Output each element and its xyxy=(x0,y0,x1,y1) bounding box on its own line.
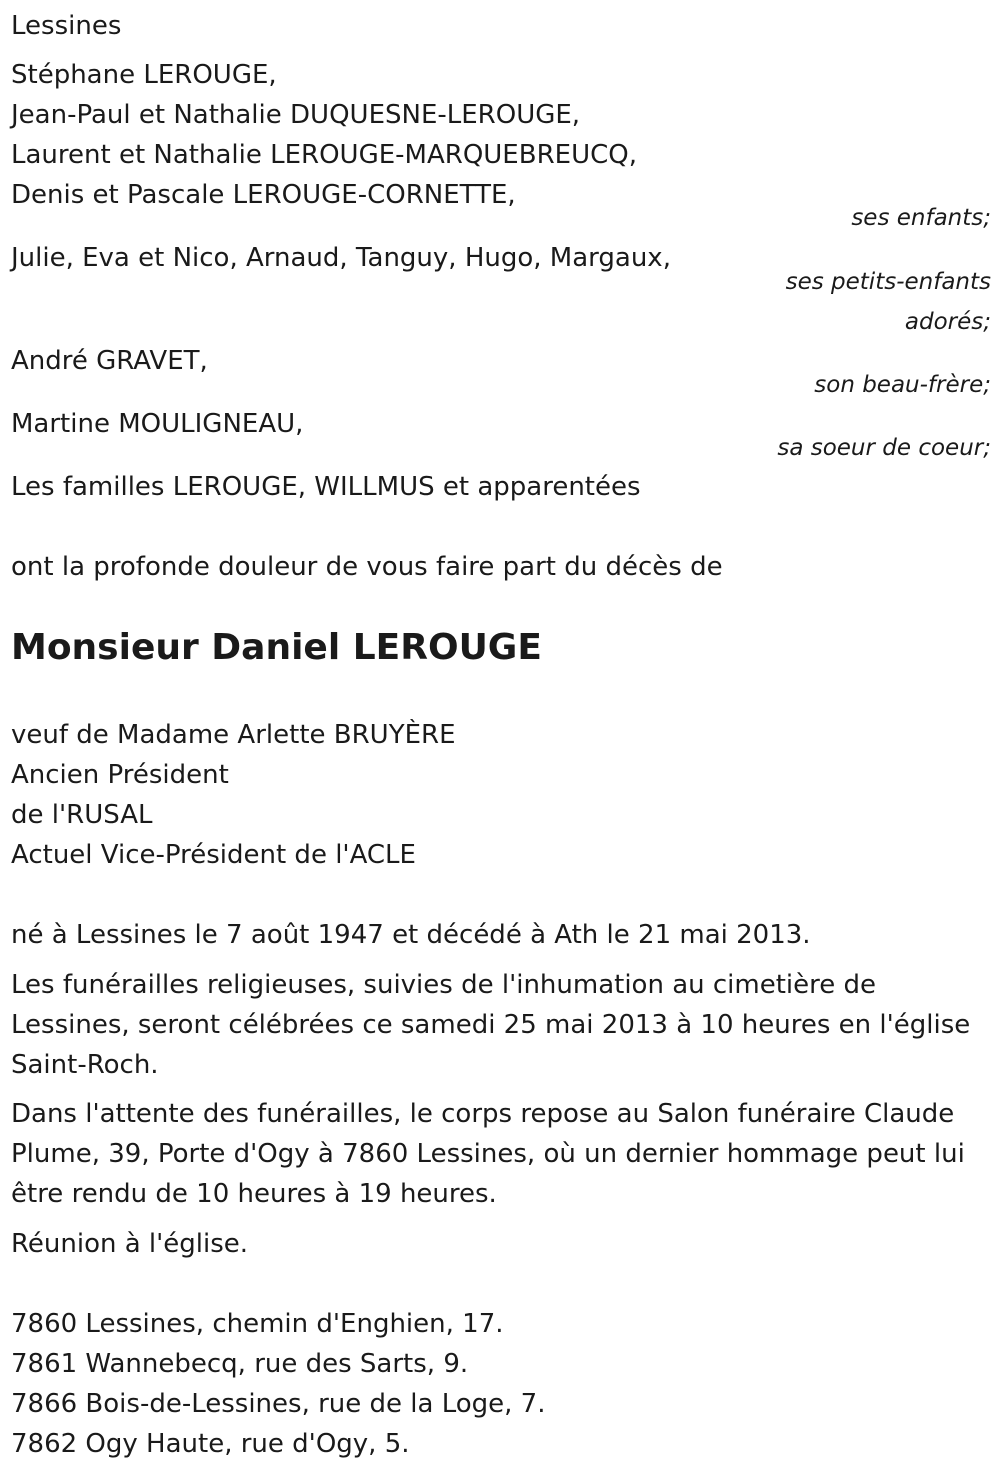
address-line-1: 7860 Lessines, chemin d'Enghien, 17. xyxy=(11,1309,504,1339)
families-line: Les familles LEROUGE, WILLMUS et apparentées xyxy=(11,472,641,502)
meeting-line: Réunion à l'église. xyxy=(11,1229,249,1259)
address-line-4: 7862 Ogy Haute, rue d'Ogy, 5. xyxy=(11,1429,410,1459)
address-line-2: 7861 Wannebecq, rue des Sarts, 9. xyxy=(11,1349,469,1379)
sister-of-heart-name: Martine MOULIGNEAU, xyxy=(11,409,304,439)
funeral-line-1: Les funérailles religieuses, suivies de l'inhumation au cimetière de xyxy=(11,970,877,1000)
grandchildren-role-line-1: ses petits-enfants xyxy=(785,269,991,295)
title-line-4: Actuel Vice-Président de l'ACLE xyxy=(11,840,416,870)
viewing-line-2: Plume, 39, Porte d'Ogy à 7860 Lessines, où un dernier hommage peut lui xyxy=(11,1139,965,1169)
sister-of-heart-role: sa soeur de coeur; xyxy=(777,435,991,461)
viewing-line-1: Dans l'attente des funérailles, le corps repose au Salon funéraire Claude xyxy=(11,1099,955,1129)
children-role: ses enfants; xyxy=(851,205,991,231)
grandchildren-role-line-2: adorés; xyxy=(904,309,991,335)
title-line-3: de l'RUSAL xyxy=(11,800,153,830)
grandchildren-names: Julie, Eva et Nico, Arnaud, Tanguy, Hugo, Margaux, xyxy=(11,243,671,273)
child-name-4: Denis et Pascale LEROUGE-CORNETTE, xyxy=(11,180,516,210)
brother-in-law-role: son beau-frère; xyxy=(814,372,991,398)
funeral-line-3: Saint-Roch. xyxy=(11,1050,159,1080)
title-line-2: Ancien Président xyxy=(11,760,229,790)
viewing-line-3: être rendu de 10 heures à 19 heures. xyxy=(11,1179,497,1209)
child-name-3: Laurent et Nathalie LEROUGE-MARQUEBREUCQ, xyxy=(11,140,637,170)
child-name-1: Stéphane LEROUGE, xyxy=(11,60,277,90)
deceased-name: Monsieur Daniel LEROUGE xyxy=(11,627,542,668)
title-line-1: veuf de Madame Arlette BRUYÈRE xyxy=(11,720,456,750)
announcement-text: ont la profonde douleur de vous faire part du décès de xyxy=(11,552,723,582)
location-heading: Lessines xyxy=(11,11,122,41)
birth-death-line: né à Lessines le 7 août 1947 et décédé à Ath le 21 mai 2013. xyxy=(11,920,811,950)
child-name-2: Jean-Paul et Nathalie DUQUESNE-LEROUGE, xyxy=(11,100,581,130)
funeral-line-2: Lessines, seront célébrées ce samedi 25 mai 2013 à 10 heures en l'église xyxy=(11,1010,971,1040)
address-line-3: 7866 Bois-de-Lessines, rue de la Loge, 7. xyxy=(11,1389,546,1419)
brother-in-law-name: André GRAVET, xyxy=(11,346,208,376)
